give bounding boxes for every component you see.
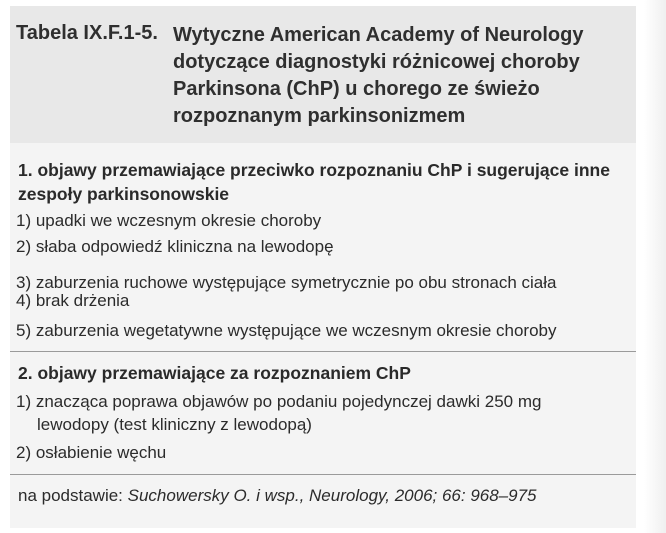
list-item: 4) brak drżenia <box>16 291 130 310</box>
source-reference: Suchowersky O. i wsp., Neurology, 2006; 66: 968–975 <box>127 486 537 505</box>
table-header <box>10 6 636 143</box>
list-item: 5) zaburzenia wegetatywne występujące we wczesnym okresie choroby <box>16 321 557 340</box>
table-body <box>10 143 636 528</box>
table-title: Wytyczne American Academy of Neurology dotyczące diagnostyki różnicowej choroby Parkinsona (ChP) u chorego ze świeżo rozpoznanym parkinsonizmem <box>173 24 584 127</box>
list-item: 3) zaburzenia ruchowe występujące symetrycznie po obu stronach ciała <box>16 273 557 292</box>
section-title-for-pd: 2. objawy przemawiające za rozpoznaniem ChP <box>18 363 411 383</box>
section-title-against-pd: 1. objawy przemawiające przeciwko rozpoznaniu ChP i sugerujące inne zespoły parkinsonowskie <box>18 160 610 204</box>
section-divider <box>10 351 636 352</box>
list-item-continuation: lewodopy (test kliniczny z lewodopą) <box>37 415 312 434</box>
list-item: 1) znacząca poprawa objawów po podaniu pojedynczej dawki 250 mg <box>16 392 542 411</box>
section-divider <box>10 474 636 475</box>
source-prefix: na podstawie: <box>18 486 128 505</box>
list-item: 2) słaba odpowiedź kliniczna na lewodopę <box>16 237 334 256</box>
list-item: 2) osłabienie węchu <box>16 443 167 462</box>
page-edge-shadow <box>644 0 666 533</box>
list-item: 1) upadki we wczesnym okresie choroby <box>16 211 322 230</box>
table-number-label: Tabela IX.F.1-5. <box>16 22 158 44</box>
source-citation <box>18 486 537 506</box>
